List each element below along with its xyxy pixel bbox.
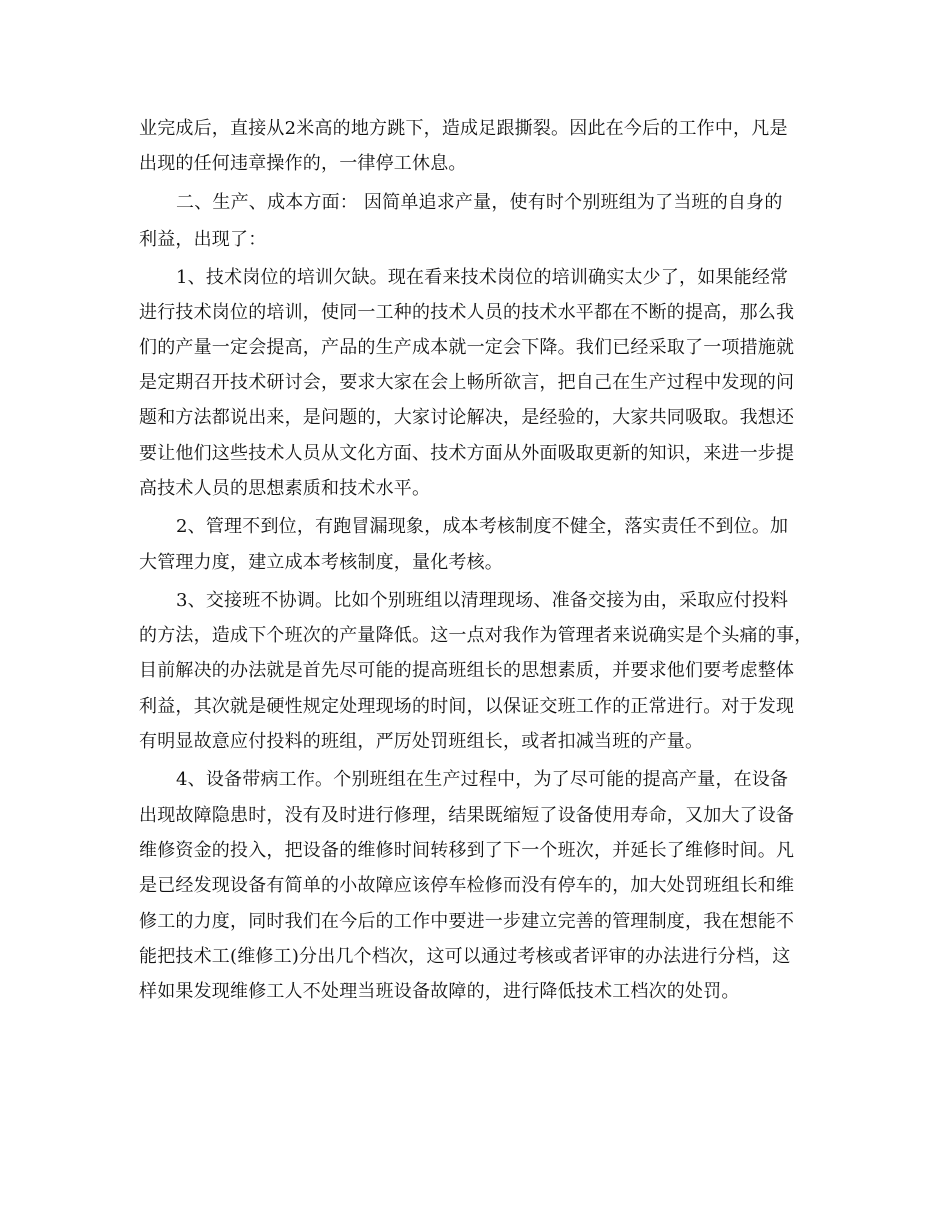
text-line: 高技术人员的思想素质和技术水平。	[139, 478, 431, 499]
text-line: 进行技术岗位的培训，使同一工种的技术人员的技术水平都在不断的提高，那么我	[139, 302, 795, 323]
text-line: 4、设备带病工作。个别班组在生产过程中，为了尽可能的提高产量，在设备	[176, 769, 789, 790]
text-line: 的方法，造成下个班次的产量降低。这一点对我作为管理者来说确实是个头痛的事，	[139, 625, 813, 646]
text-line: 样如果发现维修工人不处理当班设备故障的，进行降低技术工档次的处罚。	[139, 981, 740, 1002]
text-line: 们的产量一定会提高，产品的生产成本就一定会下降。我们已经采取了一项措施就	[139, 337, 795, 358]
text-line: 2、管理不到位，有跑冒漏现象，成本考核制度不健全，落实责任不到位。加	[176, 516, 789, 537]
text-line: 修工的力度，同时我们在今后的工作中要进一步建立完善的管理制度，我在想能不	[139, 911, 795, 932]
text-line: 大管理力度，建立成本考核制度，量化考核。	[139, 552, 503, 573]
text-line: 能把技术工(维修工)分出几个档次，这可以通过考核或者评审的办法进行分档，这	[139, 946, 791, 967]
text-line: 出现故障隐患时，没有及时进行修理，结果既缩短了设备使用寿命，又加大了设备	[139, 805, 795, 826]
text-line: 1、技术岗位的培训欠缺。现在看来技术岗位的培训确实太少了，如果能经常	[176, 267, 789, 288]
text-line: 出现的任何违章操作的，一律停工休息。	[139, 153, 467, 174]
text-line: 有明显故意应付投料的班组，严厉处罚班组长，或者扣减当班的产量。	[139, 731, 704, 752]
text-line: 二、生产、成本方面： 因简单追求产量，使有时个别班组为了当班的自身的	[176, 192, 783, 213]
text-line: 3、交接班不协调。比如个别班组以清理现场、准备交接为由，采取应付投料	[176, 590, 789, 611]
text-line: 要让他们这些技术人员从文化方面、技术方面从外面吸取更新的知识，来进一步提	[139, 443, 795, 464]
text-line: 维修资金的投入，把设备的维修时间转移到了下一个班次，并延长了维修时间。凡	[139, 840, 795, 861]
text-line: 是已经发现设备有简单的小故障应该停车检修而没有停车的，加大处罚班组长和维	[139, 875, 795, 896]
text-line: 利益，出现了：	[139, 229, 267, 250]
text-line: 利益，其次就是硬性规定处理现场的时间，以保证交班工作的正常进行。对于发现	[139, 696, 795, 717]
text-line: 是定期召开技术研讨会，要求大家在会上畅所欲言，把自己在生产过程中发现的问	[139, 372, 795, 393]
text-line: 目前解决的办法就是首先尽可能的提高班组长的思想素质，并要求他们要考虑整体	[139, 660, 795, 681]
text-line: 题和方法都说出来，是问题的，大家讨论解决，是经验的，大家共同吸取。我想还	[139, 407, 795, 428]
text-line: 业完成后，直接从2米高的地方跳下，造成足跟撕裂。因此在今后的工作中，凡是	[139, 118, 788, 139]
